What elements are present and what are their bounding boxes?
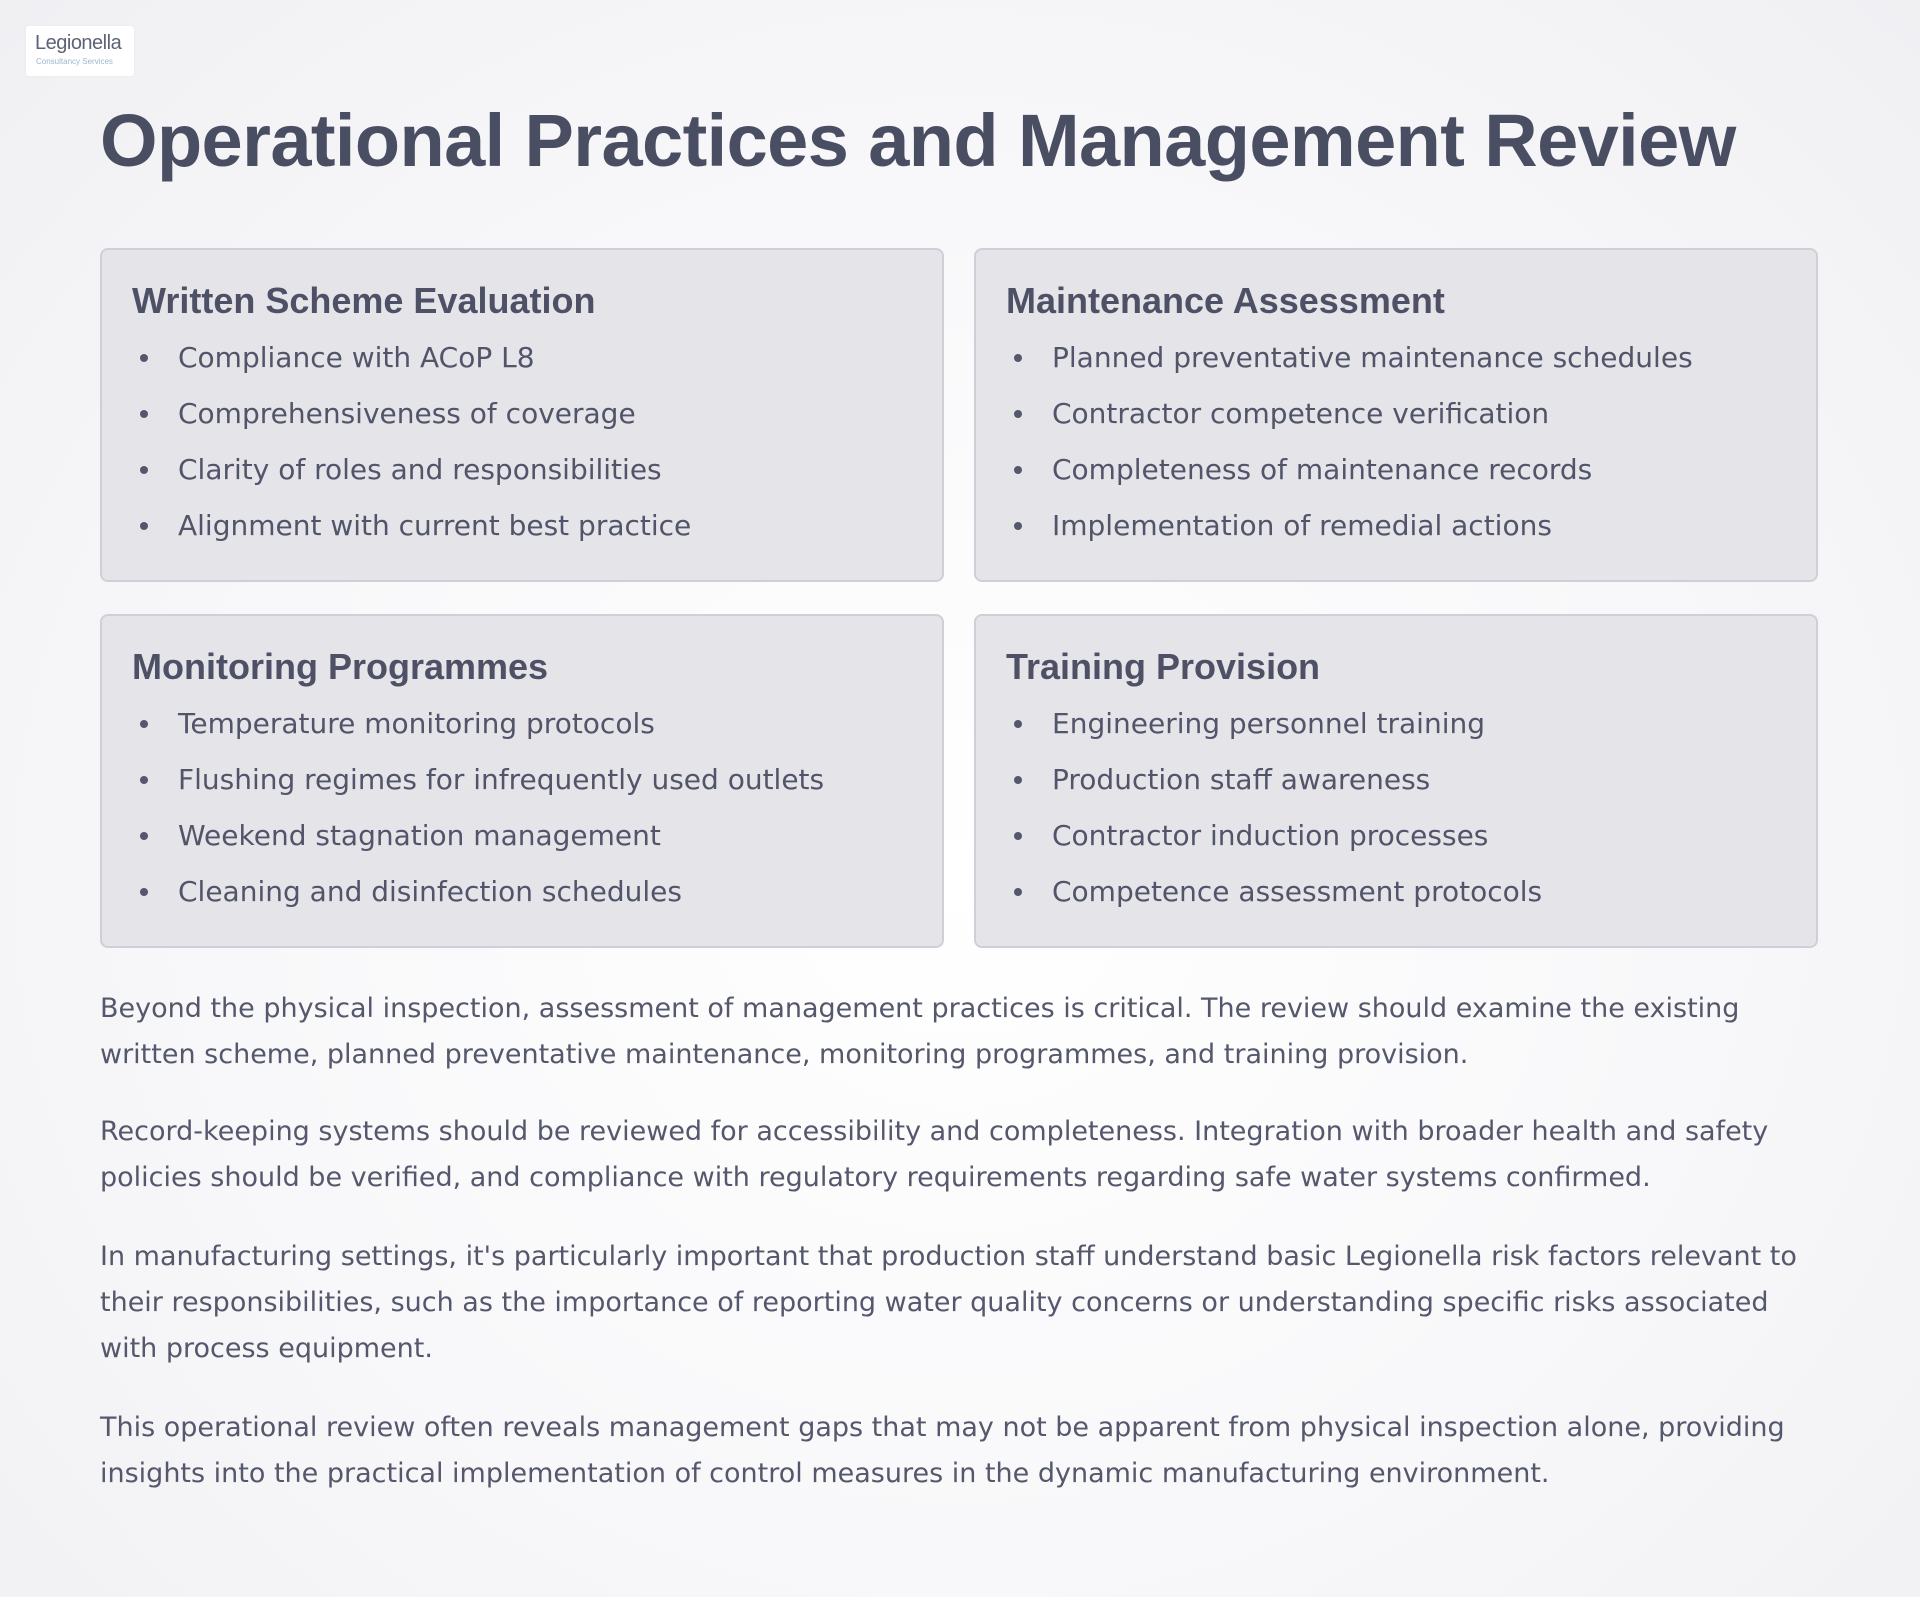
list-item: Compliance with ACoP L8 xyxy=(132,340,691,396)
card-list xyxy=(132,706,824,930)
card-written-scheme-evaluation xyxy=(100,248,944,582)
list-item: Completeness of maintenance records xyxy=(1006,452,1693,508)
list-item: Clarity of roles and responsibilities xyxy=(132,452,691,508)
card-training-provision xyxy=(974,614,1818,948)
body-paragraph: Beyond the physical inspection, assessment of management practices is critical. The review should examine the existing written scheme, planned preventative maintenance, monitoring programmes, and training provision. xyxy=(100,993,1740,1070)
card-maintenance-assessment xyxy=(974,248,1818,582)
card-title: Written Scheme Evaluation xyxy=(132,280,596,321)
card-title: Maintenance Assessment xyxy=(1006,280,1445,321)
body-paragraph: In manufacturing settings, it's particularly important that production staff understand basic Legionella risk factors relevant to their responsibilities, such as the importance of reporting water quality concerns or understanding specific risks associated with process equipment. xyxy=(100,1241,1797,1364)
list-item: Contractor competence verification xyxy=(1006,396,1693,452)
list-item: Production staff awareness xyxy=(1006,762,1542,818)
card-list xyxy=(132,340,691,564)
card-title: Monitoring Programmes xyxy=(132,646,549,687)
list-item: Contractor induction processes xyxy=(1006,818,1542,874)
list-item: Implementation of remedial actions xyxy=(1006,508,1693,564)
card-list xyxy=(1006,340,1693,564)
list-item: Alignment with current best practice xyxy=(132,508,691,564)
list-item: Cleaning and disinfection schedules xyxy=(132,874,824,930)
list-item: Engineering personnel training xyxy=(1006,706,1542,762)
logo-tagline: Consultancy Services xyxy=(36,57,113,66)
list-item: Planned preventative maintenance schedules xyxy=(1006,340,1693,396)
company-logo xyxy=(26,26,134,76)
list-item: Comprehensiveness of coverage xyxy=(132,396,691,452)
logo-wordmark: Legionella xyxy=(35,32,122,54)
card-monitoring-programmes xyxy=(100,614,944,948)
body-paragraph: Record-keeping systems should be reviewed for accessibility and completeness. Integration with broader health and safety policies should be verified, and compliance with regulatory requirements regarding safe water systems confirmed. xyxy=(100,1116,1769,1193)
list-item: Competence assessment protocols xyxy=(1006,874,1542,930)
card-title: Training Provision xyxy=(1006,646,1321,687)
page-title: Operational Practices and Management Review xyxy=(100,99,1736,182)
list-item: Temperature monitoring protocols xyxy=(132,706,824,762)
list-item: Flushing regimes for infrequently used outlets xyxy=(132,762,824,818)
card-list xyxy=(1006,706,1542,930)
body-paragraph: This operational review often reveals management gaps that may not be apparent from physical inspection alone, providing insights into the practical implementation of control measures in the dynamic manufacturing environment. xyxy=(100,1412,1785,1489)
list-item: Weekend stagnation management xyxy=(132,818,824,874)
